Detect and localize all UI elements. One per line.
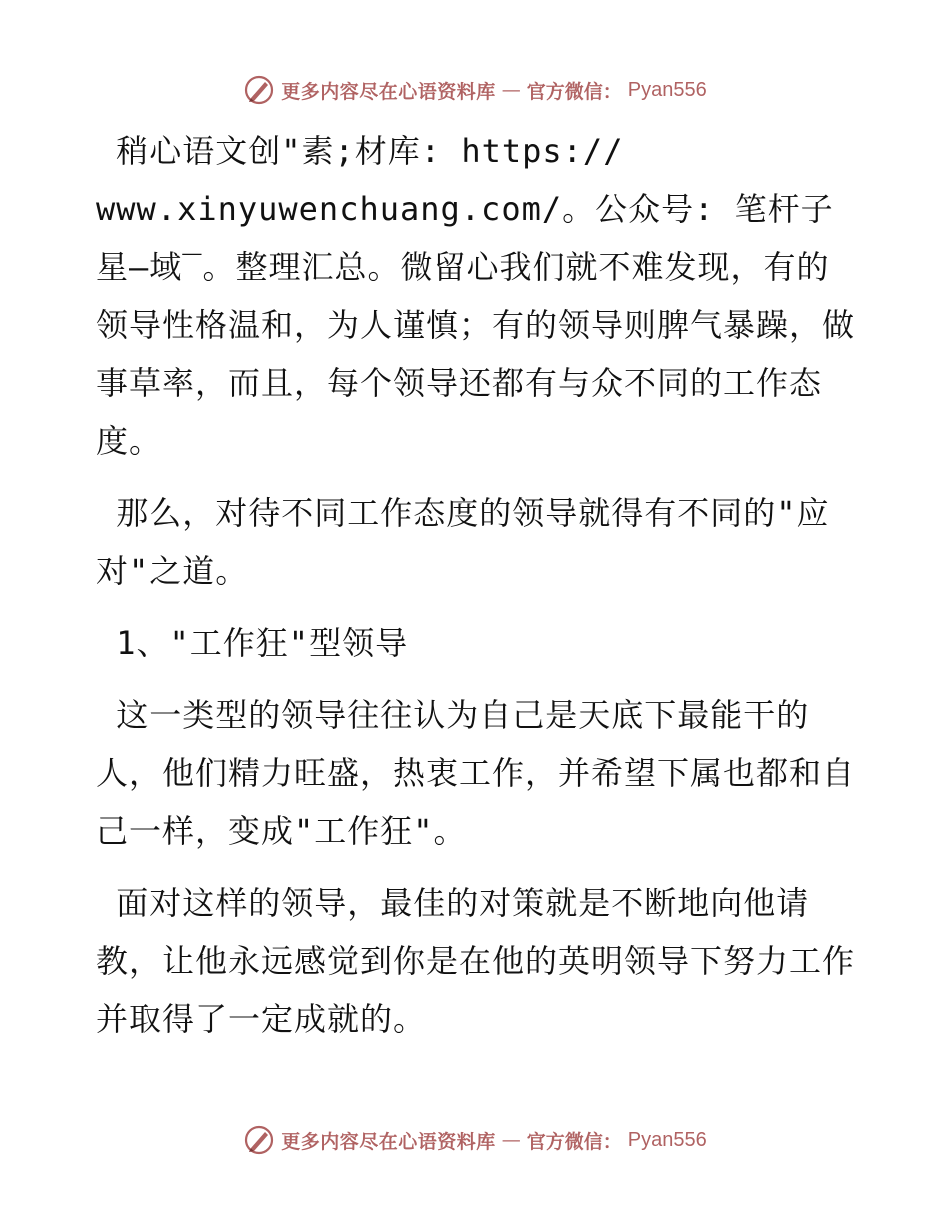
header-wechat-label: 官方微信： [526, 80, 622, 103]
paragraph-workaholic-strategy: 面对这样的领导，最佳的对策就是不断地向他请教，让他永远感觉到你是在他的英明领导下努力工作并取得了一定成就的。 [96, 884, 856, 1038]
pen-logo-icon [243, 1124, 275, 1156]
footer-brand-text: 更多内容尽在心语资料库 [281, 1130, 496, 1153]
header-brand-text: 更多内容尽在心语资料库 [281, 80, 496, 103]
paragraph-intro: 稍心语文创"素;材库: https:// www.xinyuwenchuang.com/。公众号: 笔杆子星—域‾。整理汇总。微留心我们就不难发现，有的领导性格温和，为人谨慎；有的领导则脾气暴躁，做事草率，而且，每个领导还都有与众不同的工作态度。 [96, 132, 856, 460]
section-heading-workaholic: 1、"工作狂"型领导 [96, 624, 409, 662]
footer-wechat-id: Pyan556 [627, 1128, 707, 1151]
header-separator: — [501, 79, 521, 101]
document-body [96, 122, 856, 1062]
paragraph-approach: 那么，对待不同工作态度的领导就得有不同的"应对"之道。 [96, 494, 830, 590]
header-wechat-id: Pyan556 [627, 78, 707, 101]
footer-wechat-label: 官方微信： [526, 1130, 622, 1153]
header-watermark-banner [0, 70, 950, 110]
footer-separator: — [501, 1129, 521, 1151]
pen-logo-icon [243, 74, 275, 106]
footer-watermark-banner [0, 1120, 950, 1160]
paragraph-workaholic-description: 这一类型的领导往往认为自己是天底下最能干的人，他们精力旺盛，热衷工作，并希望下属也都和自己一样，变成"工作狂"。 [96, 696, 856, 850]
